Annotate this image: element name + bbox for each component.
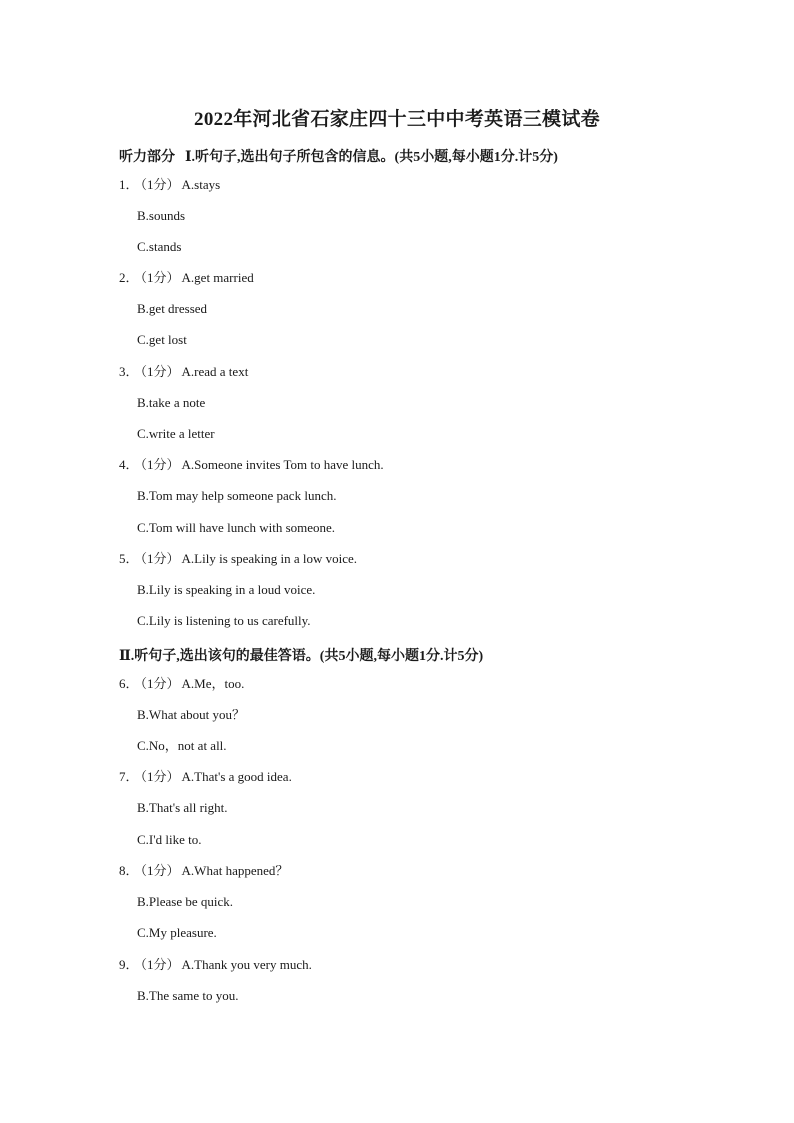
- question-5-option-b: B.Lily is speaking in a loud voice.: [137, 582, 316, 597]
- question-5: [119, 551, 357, 567]
- page-title: 2022年河北省石家庄四十三中中考英语三模试卷: [194, 109, 600, 130]
- question-6-option-c: C.No，not at all.: [137, 738, 227, 753]
- question-7-option-c: C.I'd like to.: [137, 832, 202, 847]
- question-9: [119, 957, 312, 973]
- question-number: 4．: [119, 457, 139, 472]
- question-score: （1分）: [140, 457, 180, 472]
- section-1-prefix: 听力部分: [119, 150, 175, 165]
- question-number: 3．: [119, 364, 139, 379]
- question-2-option-b: B.get dressed: [137, 301, 208, 316]
- question-7-option-b: B.That's all right.: [137, 800, 228, 815]
- question-4: [119, 457, 384, 473]
- question-score: （1分）: [140, 769, 180, 784]
- question-score: （1分）: [140, 551, 180, 566]
- option-a: A.Me，too.: [181, 676, 245, 691]
- question-1-option-b: B.sounds: [137, 208, 186, 223]
- question-2: [119, 270, 254, 286]
- question-3: [119, 364, 248, 380]
- question-5-option-c: C.Lily is listening to us carefully.: [137, 613, 311, 628]
- option-a: A.That's a good idea.: [181, 769, 292, 784]
- question-number: 2．: [119, 270, 139, 285]
- section-1-text: Ⅰ.听句子,选出句子所包含的信息。(共5小题,每小题1分.计5分): [185, 150, 558, 165]
- section-1-heading: [119, 146, 558, 166]
- question-score: （1分）: [140, 676, 180, 691]
- question-number: 5．: [119, 551, 139, 566]
- question-number: 1．: [119, 177, 139, 192]
- question-7: [119, 769, 292, 785]
- question-6: [119, 676, 244, 692]
- question-8-option-b: B.Please be quick.: [137, 894, 234, 909]
- question-3-option-c: C.write a letter: [137, 426, 215, 441]
- question-1-option-c: C.stands: [137, 239, 182, 254]
- option-a: A.Thank you very much.: [181, 957, 312, 972]
- question-score: （1分）: [140, 863, 180, 878]
- option-a: A.Lily is speaking in a low voice.: [181, 551, 357, 566]
- option-a: A.What happened？: [181, 863, 289, 878]
- option-a: A.get married: [181, 270, 254, 285]
- question-score: （1分）: [140, 177, 180, 192]
- question-number: 8．: [119, 863, 139, 878]
- question-4-option-c: C.Tom will have lunch with someone.: [137, 520, 336, 535]
- question-score: （1分）: [140, 270, 180, 285]
- question-9-option-b: B.The same to you.: [137, 988, 239, 1003]
- question-2-option-c: C.get lost: [137, 332, 187, 347]
- question-3-option-b: B.take a note: [137, 395, 206, 410]
- question-8: [119, 863, 288, 879]
- option-a: A.read a text: [181, 364, 249, 379]
- question-8-option-c: C.My pleasure.: [137, 925, 217, 940]
- question-score: （1分）: [140, 364, 180, 379]
- section-2-heading: Ⅱ.听句子,选出该句的最佳答语。(共5小题,每小题1分.计5分): [119, 649, 484, 664]
- question-4-option-b: B.Tom may help someone pack lunch.: [137, 488, 337, 503]
- option-a: A.Someone invites Tom to have lunch.: [181, 457, 384, 472]
- question-score: （1分）: [140, 957, 180, 972]
- question-number: 9．: [119, 957, 139, 972]
- question-1: [119, 177, 220, 193]
- option-a: A.stays: [181, 177, 221, 192]
- question-number: 6．: [119, 676, 139, 691]
- question-6-option-b: B.What about you？: [137, 707, 245, 722]
- question-number: 7．: [119, 769, 139, 784]
